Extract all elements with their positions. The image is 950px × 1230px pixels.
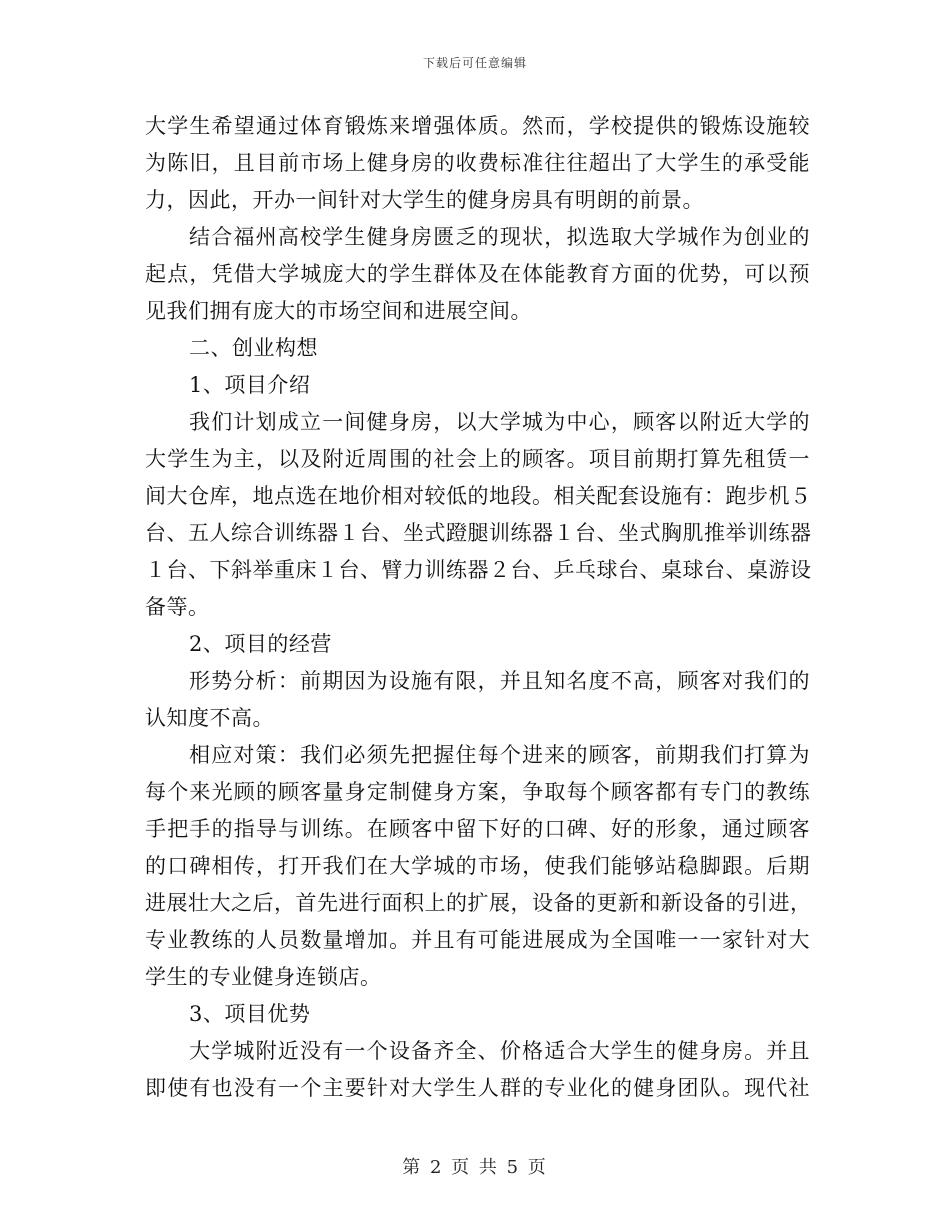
text-line: 大学生希望通过体育锻炼来增强体质。然而，学校提供的锻炼设施较 bbox=[145, 114, 810, 138]
text-line: 手把手的指导与训练。在顾客中留下好的口碑、好的形象，通过顾客 bbox=[145, 817, 810, 841]
text-line: 为陈旧，且目前市场上健身房的收费标准往往超出了大学生的承受能 bbox=[145, 151, 810, 175]
text-line: 见我们拥有庞大的市场空间和进展空间。 bbox=[145, 299, 532, 323]
text-line: 力，因此，开办一间针对大学生的健身房具有明朗的前景。 bbox=[145, 188, 704, 212]
page-number-footer: 第 2 页 共 5 页 bbox=[402, 1157, 548, 1178]
page-header: 下载后可任意编辑 bbox=[422, 56, 527, 70]
paragraph bbox=[145, 737, 810, 996]
subsection-heading: 2、项目的经营 bbox=[189, 632, 332, 656]
paragraph bbox=[145, 219, 810, 330]
text-line: 起点，凭借大学城庞大的学生群体及在体能教育方面的优势，可以预 bbox=[145, 262, 810, 286]
text-line: 进展壮大之后，首先进行面积上的扩展，设备的更新和新设备的引进， bbox=[145, 891, 812, 915]
text-line: 即使有也没有一个主要针对大学生人群的专业化的健身团队。现代社 bbox=[145, 1076, 810, 1100]
text-line: 相应对策：我们必须先把握住每个进来的顾客，前期我们打算为 bbox=[189, 743, 810, 767]
text-line: 形势分析：前期因为设施有限，并且知名度不高，顾客对我们的 bbox=[189, 669, 810, 693]
text-line: 专业教练的人员数量增加。并且有可能进展成为全国唯一一家针对大 bbox=[145, 928, 810, 952]
text-line: 结合福州高校学生健身房匮乏的现状，拟选取大学城作为创业的 bbox=[189, 225, 810, 249]
subsection-heading: 3、项目优势 bbox=[189, 1002, 311, 1026]
paragraph bbox=[145, 404, 810, 626]
text-line: 每个来光顾的顾客量身定制健身方案，争取每个顾客都有专门的教练 bbox=[145, 780, 810, 804]
text-line: 大学城附近没有一个设备齐全、价格适合大学生的健身房。并且 bbox=[189, 1039, 810, 1063]
text-line: 台、五人综合训练器１台、坐式蹬腿训练器１台、坐式胸肌推举训练器 bbox=[145, 521, 812, 545]
text-line: 我们计划成立一间健身房，以大学城为中心，顾客以附近大学的 bbox=[189, 410, 810, 434]
text-line: 学生的专业健身连锁店。 bbox=[145, 965, 382, 989]
text-line: 的口碑相传，打开我们在大学城的市场，使我们能够站稳脚跟。后期 bbox=[145, 854, 810, 878]
paragraph bbox=[145, 663, 810, 737]
document-body bbox=[145, 108, 810, 1107]
paragraph bbox=[145, 1033, 810, 1107]
text-line: 大学生为主，以及附近周围的社会上的顾客。项目前期打算先租赁一 bbox=[145, 447, 810, 471]
text-line: 备等。 bbox=[145, 595, 210, 619]
paragraph bbox=[145, 108, 810, 219]
text-line: 间大仓库，地点选在地价相对较低的地段。相关配套设施有：跑步机５ bbox=[145, 484, 812, 508]
subsection-heading: 1、项目介绍 bbox=[189, 373, 311, 397]
section-heading: 二、创业构想 bbox=[189, 336, 318, 360]
text-line: 认知度不高。 bbox=[145, 706, 274, 730]
text-line: １台、下斜举重床１台、臂力训练器２台、乒乓球台、桌球台、桌游设 bbox=[145, 558, 812, 582]
